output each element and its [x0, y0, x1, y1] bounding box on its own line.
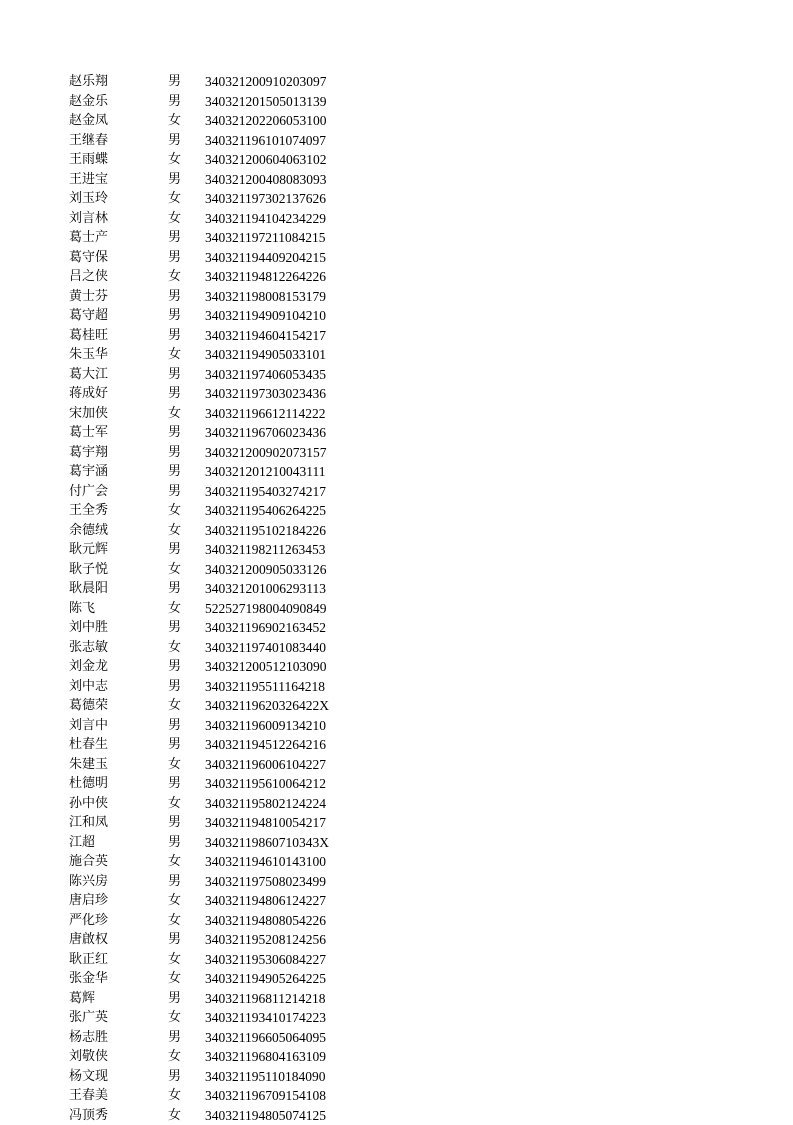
- table-row: [0, 365, 793, 385]
- gender-cell: 女: [168, 209, 181, 229]
- gender-cell: 男: [168, 131, 181, 151]
- name-cell: 唐启珍: [69, 891, 108, 911]
- gender-cell: 男: [168, 462, 181, 482]
- table-row: [0, 482, 793, 502]
- table-row: [0, 92, 793, 112]
- id-number-cell: 340321196709154108: [205, 1086, 326, 1106]
- id-number-cell: 340321194808054226: [205, 911, 326, 931]
- id-number-cell: 340321195110184090: [205, 1067, 326, 1087]
- table-row: [0, 248, 793, 268]
- gender-cell: 男: [168, 92, 181, 112]
- name-cell: 刘中志: [69, 677, 108, 697]
- id-number-cell: 340321194812264226: [205, 267, 326, 287]
- gender-cell: 男: [168, 930, 181, 950]
- name-cell: 王全秀: [69, 501, 108, 521]
- name-cell: 杨志胜: [69, 1028, 108, 1048]
- table-row: [0, 326, 793, 346]
- id-number-cell: 340321200512103090: [205, 657, 327, 677]
- table-row: [0, 969, 793, 989]
- table-row: [0, 462, 793, 482]
- table-row: [0, 657, 793, 677]
- gender-cell: 男: [168, 443, 181, 463]
- table-row: [0, 540, 793, 560]
- gender-cell: 女: [168, 345, 181, 365]
- gender-cell: 女: [168, 189, 181, 209]
- table-row: [0, 1067, 793, 1087]
- id-number-cell: 340321197406053435: [205, 365, 326, 385]
- name-cell: 赵金凤: [69, 111, 108, 131]
- gender-cell: 男: [168, 989, 181, 1009]
- gender-cell: 女: [168, 111, 181, 131]
- roster-table: [0, 72, 793, 1125]
- gender-cell: 男: [168, 833, 181, 853]
- gender-cell: 男: [168, 248, 181, 268]
- table-row: [0, 404, 793, 424]
- table-row: [0, 560, 793, 580]
- id-number-cell: 340321194409204215: [205, 248, 326, 268]
- table-row: [0, 735, 793, 755]
- id-number-cell: 340321196706023436: [205, 423, 326, 443]
- name-cell: 王进宝: [69, 170, 108, 190]
- table-row: [0, 794, 793, 814]
- table-row: [0, 891, 793, 911]
- gender-cell: 男: [168, 170, 181, 190]
- gender-cell: 女: [168, 1047, 181, 1067]
- id-number-cell: 340321197302137626: [205, 189, 326, 209]
- table-row: [0, 170, 793, 190]
- id-number-cell: 340321201505013139: [205, 92, 327, 112]
- name-cell: 朱建玉: [69, 755, 108, 775]
- gender-cell: 女: [168, 696, 181, 716]
- gender-cell: 女: [168, 794, 181, 814]
- name-cell: 葛德荣: [69, 696, 108, 716]
- id-number-cell: 34032119860710343X: [205, 833, 329, 853]
- gender-cell: 男: [168, 326, 181, 346]
- id-number-cell: 340321196605064095: [205, 1028, 326, 1048]
- gender-cell: 女: [168, 267, 181, 287]
- gender-cell: 女: [168, 911, 181, 931]
- id-number-cell: 340321200910203097: [205, 72, 327, 92]
- gender-cell: 男: [168, 774, 181, 794]
- gender-cell: 女: [168, 1086, 181, 1106]
- id-number-cell: 340321196101074097: [205, 131, 326, 151]
- name-cell: 黄士芬: [69, 287, 108, 307]
- id-number-cell: 340321197211084215: [205, 228, 326, 248]
- gender-cell: 女: [168, 969, 181, 989]
- gender-cell: 女: [168, 404, 181, 424]
- gender-cell: 男: [168, 365, 181, 385]
- id-number-cell: 340321195610064212: [205, 774, 326, 794]
- gender-cell: 男: [168, 1028, 181, 1048]
- gender-cell: 男: [168, 618, 181, 638]
- id-number-cell: 522527198004090849: [205, 599, 327, 619]
- gender-cell: 女: [168, 501, 181, 521]
- id-number-cell: 340321194905033101: [205, 345, 326, 365]
- name-cell: 葛宇翔: [69, 443, 108, 463]
- table-row: [0, 345, 793, 365]
- id-number-cell: 34032119620326422X: [205, 696, 329, 716]
- name-cell: 刘玉玲: [69, 189, 108, 209]
- name-cell: 葛守超: [69, 306, 108, 326]
- id-number-cell: 340321197303023436: [205, 384, 326, 404]
- gender-cell: 男: [168, 1067, 181, 1087]
- name-cell: 葛守保: [69, 248, 108, 268]
- id-number-cell: 340321194909104210: [205, 306, 326, 326]
- id-number-cell: 340321200905033126: [205, 560, 327, 580]
- name-cell: 唐啟权: [69, 930, 108, 950]
- id-number-cell: 340321196612114222: [205, 404, 326, 424]
- id-number-cell: 340321194905264225: [205, 969, 326, 989]
- name-cell: 耿晨阳: [69, 579, 108, 599]
- id-number-cell: 340321194805074125: [205, 1106, 326, 1125]
- table-row: [0, 189, 793, 209]
- name-cell: 杜春生: [69, 735, 108, 755]
- name-cell: 赵乐翔: [69, 72, 108, 92]
- name-cell: 葛大江: [69, 365, 108, 385]
- name-cell: 葛宇涵: [69, 462, 108, 482]
- name-cell: 耿子悦: [69, 560, 108, 580]
- table-row: [0, 1008, 793, 1028]
- name-cell: 施合英: [69, 852, 108, 872]
- name-cell: 王雨蝶: [69, 150, 108, 170]
- name-cell: 张志敏: [69, 638, 108, 658]
- table-row: [0, 852, 793, 872]
- table-row: [0, 131, 793, 151]
- id-number-cell: 340321194512264216: [205, 735, 326, 755]
- name-cell: 陈飞: [69, 599, 95, 619]
- gender-cell: 女: [168, 150, 181, 170]
- table-row: [0, 267, 793, 287]
- table-row: [0, 306, 793, 326]
- gender-cell: 男: [168, 735, 181, 755]
- table-row: [0, 989, 793, 1009]
- name-cell: 耿元辉: [69, 540, 108, 560]
- id-number-cell: 340321198008153179: [205, 287, 326, 307]
- name-cell: 耿正红: [69, 950, 108, 970]
- table-row: [0, 618, 793, 638]
- gender-cell: 女: [168, 560, 181, 580]
- id-number-cell: 340321195406264225: [205, 501, 326, 521]
- table-row: [0, 72, 793, 92]
- gender-cell: 男: [168, 228, 181, 248]
- table-row: [0, 423, 793, 443]
- id-number-cell: 340321195511164218: [205, 677, 325, 697]
- id-number-cell: 340321198211263453: [205, 540, 326, 560]
- gender-cell: 男: [168, 716, 181, 736]
- name-cell: 刘金龙: [69, 657, 108, 677]
- id-number-cell: 340321195802124224: [205, 794, 326, 814]
- id-number-cell: 340321195306084227: [205, 950, 326, 970]
- name-cell: 严化珍: [69, 911, 108, 931]
- table-row: [0, 599, 793, 619]
- gender-cell: 女: [168, 852, 181, 872]
- table-row: [0, 677, 793, 697]
- name-cell: 王继春: [69, 131, 108, 151]
- name-cell: 杜德明: [69, 774, 108, 794]
- name-cell: 朱玉华: [69, 345, 108, 365]
- table-row: [0, 930, 793, 950]
- table-row: [0, 579, 793, 599]
- gender-cell: 男: [168, 872, 181, 892]
- id-number-cell: 340321195208124256: [205, 930, 326, 950]
- table-row: [0, 521, 793, 541]
- name-cell: 吕之侠: [69, 267, 108, 287]
- gender-cell: 男: [168, 287, 181, 307]
- id-number-cell: 340321197401083440: [205, 638, 326, 658]
- id-number-cell: 340321194604154217: [205, 326, 326, 346]
- id-number-cell: 340321202206053100: [205, 111, 327, 131]
- gender-cell: 女: [168, 1106, 181, 1125]
- table-row: [0, 443, 793, 463]
- id-number-cell: 340321194806124227: [205, 891, 326, 911]
- table-row: [0, 1106, 793, 1125]
- table-row: [0, 950, 793, 970]
- name-cell: 刘言中: [69, 716, 108, 736]
- gender-cell: 男: [168, 384, 181, 404]
- gender-cell: 男: [168, 423, 181, 443]
- id-number-cell: 340321200408083093: [205, 170, 327, 190]
- table-row: [0, 111, 793, 131]
- gender-cell: 男: [168, 579, 181, 599]
- id-number-cell: 340321201210043111: [205, 462, 326, 482]
- id-number-cell: 340321197508023499: [205, 872, 326, 892]
- id-number-cell: 340321194810054217: [205, 813, 326, 833]
- name-cell: 陈兴房: [69, 872, 108, 892]
- id-number-cell: 340321196811214218: [205, 989, 326, 1009]
- gender-cell: 女: [168, 599, 181, 619]
- table-row: [0, 501, 793, 521]
- name-cell: 蒋成好: [69, 384, 108, 404]
- name-cell: 赵金乐: [69, 92, 108, 112]
- name-cell: 刘中胜: [69, 618, 108, 638]
- id-number-cell: 340321196006104227: [205, 755, 326, 775]
- name-cell: 江超: [69, 833, 95, 853]
- name-cell: 张广英: [69, 1008, 108, 1028]
- id-number-cell: 340321200604063102: [205, 150, 327, 170]
- name-cell: 刘敬侠: [69, 1047, 108, 1067]
- name-cell: 杨文现: [69, 1067, 108, 1087]
- gender-cell: 男: [168, 482, 181, 502]
- table-row: [0, 911, 793, 931]
- table-row: [0, 696, 793, 716]
- table-row: [0, 755, 793, 775]
- table-row: [0, 1047, 793, 1067]
- name-cell: 江和凤: [69, 813, 108, 833]
- gender-cell: 男: [168, 657, 181, 677]
- table-row: [0, 716, 793, 736]
- gender-cell: 女: [168, 521, 181, 541]
- table-row: [0, 1086, 793, 1106]
- gender-cell: 女: [168, 950, 181, 970]
- gender-cell: 女: [168, 891, 181, 911]
- gender-cell: 男: [168, 306, 181, 326]
- id-number-cell: 340321194610143100: [205, 852, 326, 872]
- table-row: [0, 1028, 793, 1048]
- name-cell: 余德绒: [69, 521, 108, 541]
- gender-cell: 女: [168, 755, 181, 775]
- gender-cell: 女: [168, 1008, 181, 1028]
- table-row: [0, 813, 793, 833]
- name-cell: 付广会: [69, 482, 108, 502]
- gender-cell: 男: [168, 677, 181, 697]
- name-cell: 孙中侠: [69, 794, 108, 814]
- name-cell: 葛辉: [69, 989, 95, 1009]
- name-cell: 刘言林: [69, 209, 108, 229]
- gender-cell: 女: [168, 638, 181, 658]
- table-row: [0, 209, 793, 229]
- table-row: [0, 774, 793, 794]
- table-row: [0, 287, 793, 307]
- table-row: [0, 384, 793, 404]
- name-cell: 张金华: [69, 969, 108, 989]
- table-row: [0, 833, 793, 853]
- id-number-cell: 340321201006293113: [205, 579, 326, 599]
- gender-cell: 男: [168, 813, 181, 833]
- table-row: [0, 872, 793, 892]
- name-cell: 王春美: [69, 1086, 108, 1106]
- id-number-cell: 340321195403274217: [205, 482, 326, 502]
- name-cell: 葛士产: [69, 228, 108, 248]
- name-cell: 葛士军: [69, 423, 108, 443]
- id-number-cell: 340321193410174223: [205, 1008, 326, 1028]
- id-number-cell: 340321196009134210: [205, 716, 326, 736]
- id-number-cell: 340321200902073157: [205, 443, 327, 463]
- id-number-cell: 340321196902163452: [205, 618, 326, 638]
- id-number-cell: 340321194104234229: [205, 209, 326, 229]
- table-row: [0, 150, 793, 170]
- gender-cell: 男: [168, 540, 181, 560]
- id-number-cell: 340321195102184226: [205, 521, 326, 541]
- table-row: [0, 638, 793, 658]
- name-cell: 葛桂旺: [69, 326, 108, 346]
- table-row: [0, 228, 793, 248]
- id-number-cell: 340321196804163109: [205, 1047, 326, 1067]
- name-cell: 冯顶秀: [69, 1106, 108, 1125]
- gender-cell: 男: [168, 72, 181, 92]
- name-cell: 宋加侠: [69, 404, 108, 424]
